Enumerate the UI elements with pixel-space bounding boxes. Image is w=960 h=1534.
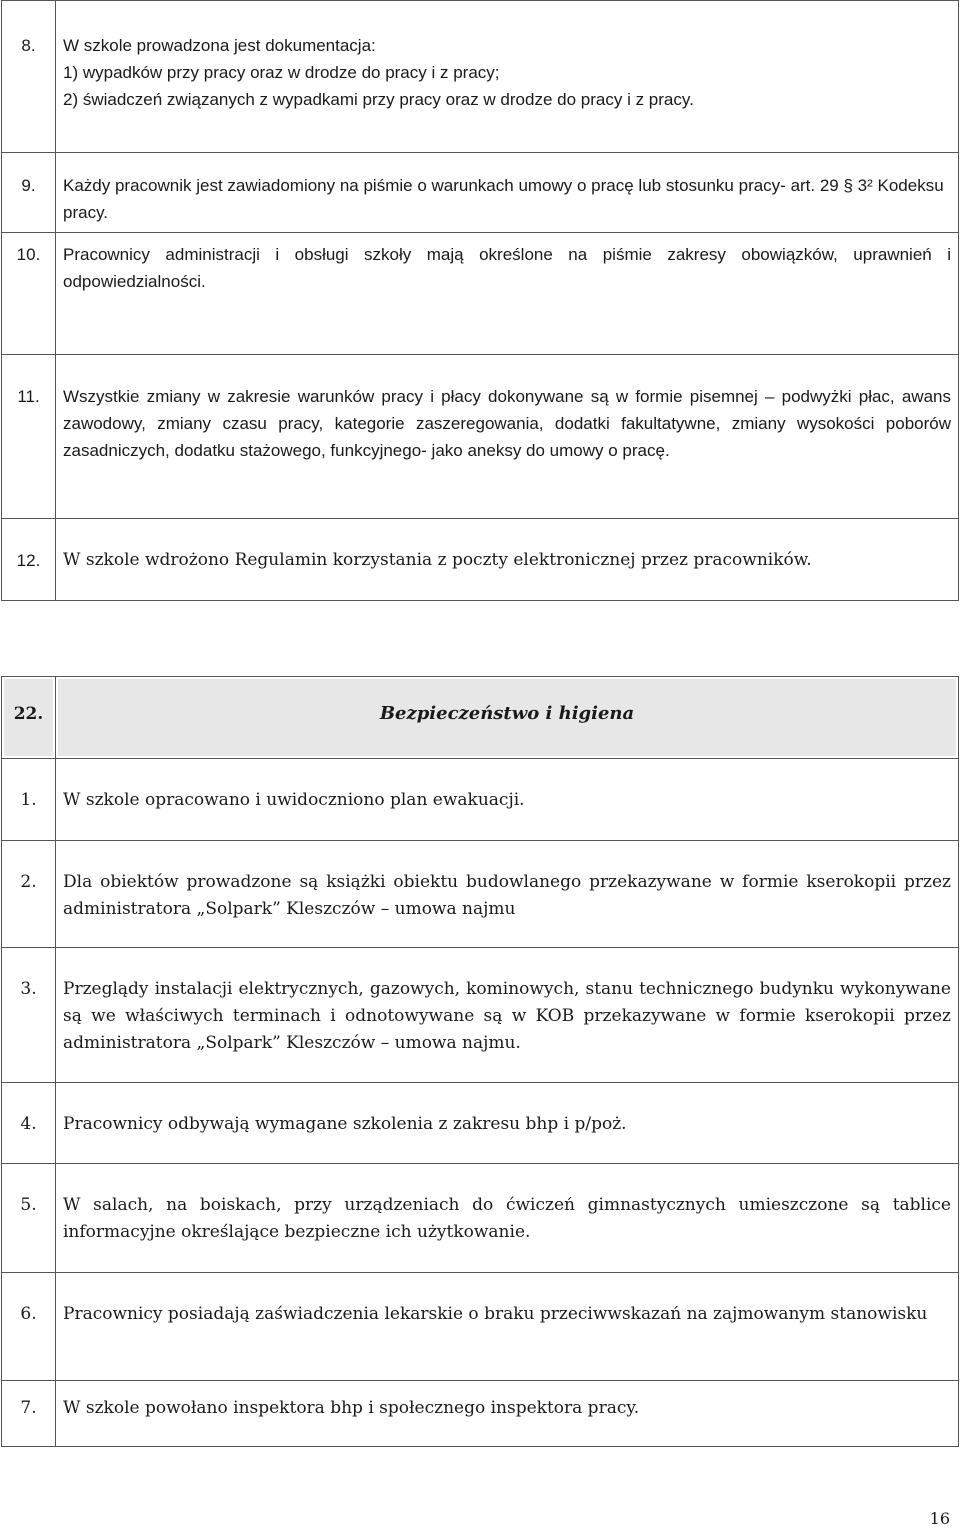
section-header: [2, 677, 959, 759]
table-row: [2, 153, 959, 233]
row-number: 2.: [2, 841, 56, 948]
row-number: 11.: [2, 355, 56, 519]
row-number: 5.: [2, 1164, 56, 1273]
page-number: 16: [929, 1509, 950, 1528]
section-table: [1, 676, 959, 1447]
row-text: Przeglądy instalacji elektrycznych, gazowych, kominowych, stanu technicznego budynku wykonywane są we właściwych terminach i odnotowywane są w KOB przekazywane w formie kserokopii przez administratora „Solpark” Kleszczów – umowa najmu.: [56, 948, 959, 1083]
table-row: [2, 948, 959, 1083]
table-row: [2, 759, 959, 841]
table-row: [2, 1164, 959, 1273]
text-line: W szkole prowadzona jest dokumentacja:: [63, 36, 376, 55]
table-row: [2, 841, 959, 948]
text-line: 2) świadczeń związanych z wypadkami przy pracy oraz w drodze do pracy i z pracy.: [63, 90, 694, 109]
row-number: 4.: [2, 1083, 56, 1164]
row-number: 10.: [2, 233, 56, 355]
section-number: 22.: [2, 677, 56, 759]
table-row: [2, 355, 959, 519]
row-text: Pracownicy posiadają zaświadczenia lekarskie o braku przeciwwskazań na zajmowanym stanowisku: [56, 1273, 959, 1381]
row-text: W szkole wdrożono Regulamin korzystania z poczty elektronicznej przez pracowników.: [56, 519, 959, 601]
table-row: [2, 1, 959, 153]
row-number: 7.: [2, 1381, 56, 1447]
row-number: 8.: [2, 1, 56, 153]
row-text: W szkole opracowano i uwidoczniono plan ewakuacji.: [56, 759, 959, 841]
row-text: Pracownicy administracji i obsługi szkoły mają określone na piśmie zakresy obowiązków, uprawnień i odpowiedzialności.: [56, 233, 959, 355]
section-title: Bezpieczeństwo i higiena: [56, 677, 959, 759]
text-line: 1) wypadków przy pracy oraz w drodze do pracy i z pracy;: [63, 63, 500, 82]
row-number: 12.: [2, 519, 56, 601]
table-row: [2, 233, 959, 355]
row-text: W salach, na boiskach, przy urządzeniach do ćwiczeń gimnastycznych umieszczone są tablice informacyjne określające bezpieczne ich użytkowanie.: [56, 1164, 959, 1273]
table-row: [2, 519, 959, 601]
document-table-continued: [1, 0, 959, 601]
row-text: Pracownicy odbywają wymagane szkolenia z zakresu bhp i p/poż.: [56, 1083, 959, 1164]
row-text: W szkole powołano inspektora bhp i społecznego inspektora pracy.: [56, 1381, 959, 1447]
table-row: [2, 1381, 959, 1447]
row-number: 1.: [2, 759, 56, 841]
row-number: 9.: [2, 153, 56, 233]
row-text: Wszystkie zmiany w zakresie warunków pracy i płacy dokonywane są w formie pisemnej – podwyżki płac, awans zawodowy, zmiany czasu pracy, kategorie zaszeregowania, dodatki fakultatywne, zmiany wysokości poborów zasadniczych, dodatku stażowego, funkcyjnego- jako aneksy do umowy o pracę.: [56, 355, 959, 519]
row-text: Dla obiektów prowadzone są książki obiektu budowlanego przekazywane w formie kserokopii przez administratora „Solpark” Kleszczów – umowa najmu: [56, 841, 959, 948]
row-text: [56, 1, 959, 153]
row-number: 3.: [2, 948, 56, 1083]
row-number: 6.: [2, 1273, 56, 1381]
row-text: Każdy pracownik jest zawiadomiony na piśmie o warunkach umowy o pracę lub stosunku pracy- art. 29 § 3² Kodeksu pracy.: [56, 153, 959, 233]
table-row: [2, 1273, 959, 1381]
table-row: [2, 1083, 959, 1164]
